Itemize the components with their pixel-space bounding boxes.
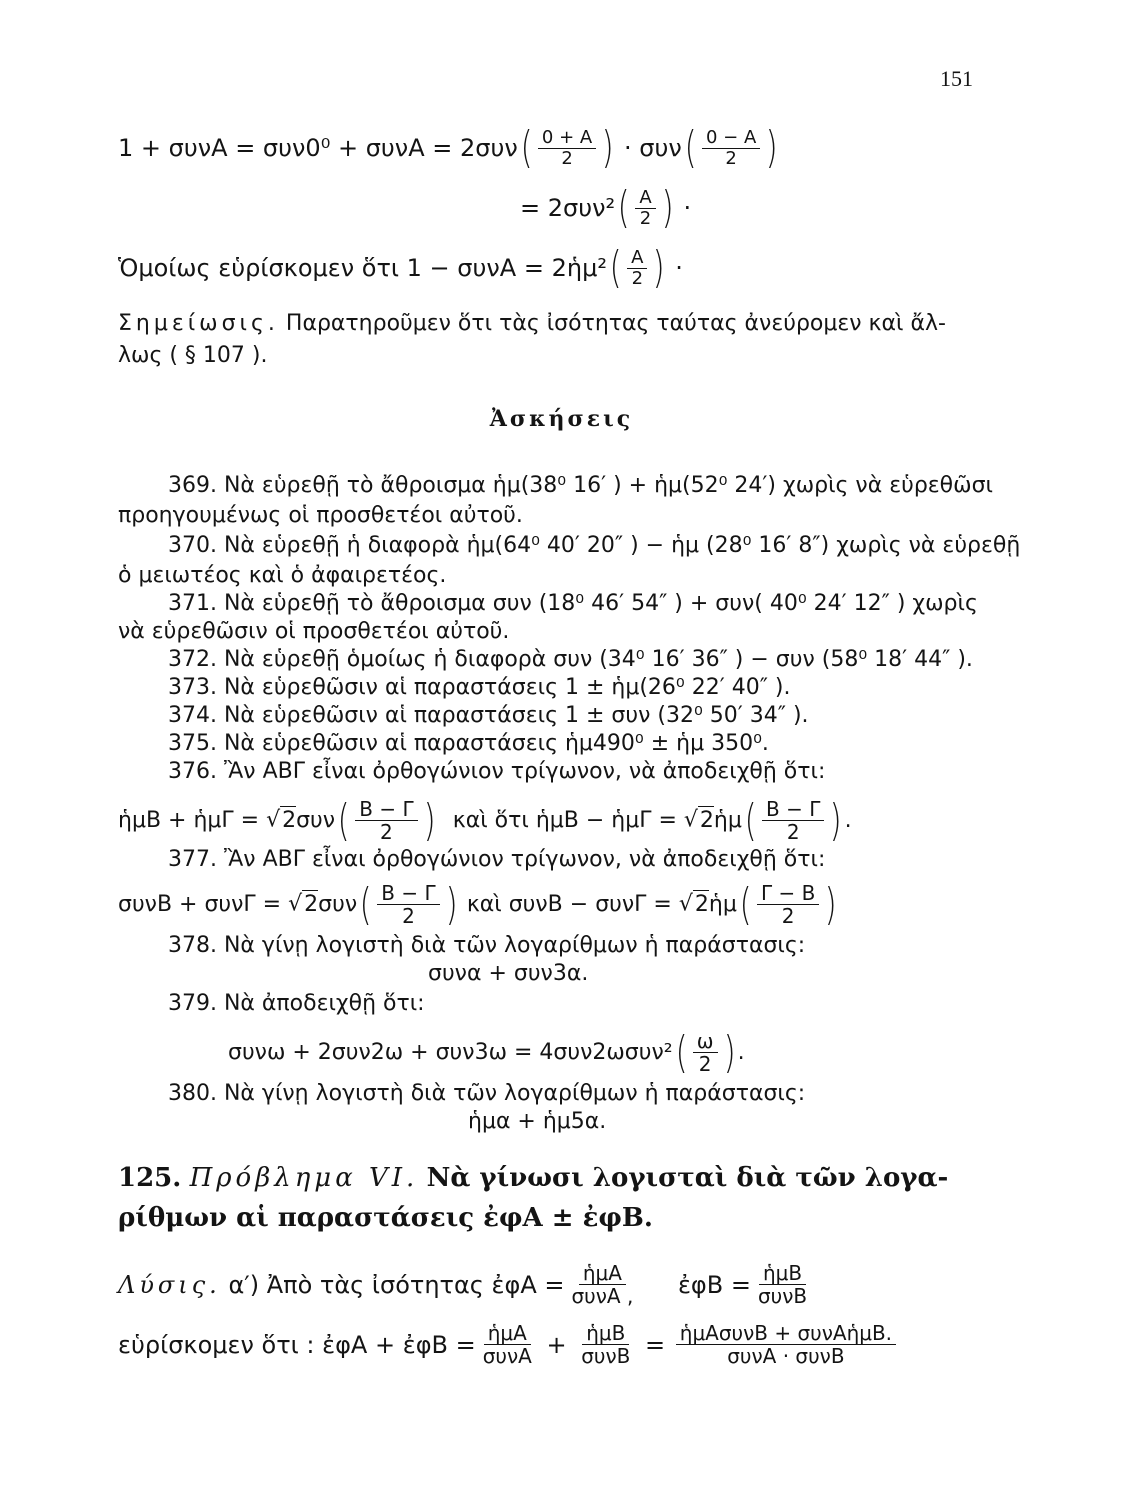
fraction	[702, 128, 760, 169]
exercise-372: 372. Νὰ εὑρεθῇ ὁμοίως ἡ διαφορὰ συν (34⁰ 16′ 36″ ) − συν (58⁰ 18′ 44″ ).	[168, 647, 973, 672]
sqrt-radicand: 2	[694, 892, 709, 917]
sqrt-symbol: √2	[288, 891, 319, 917]
paren-close: )	[445, 878, 458, 930]
fraction-numerator: 0 − A	[702, 128, 760, 149]
fraction-denominator: 2	[725, 147, 737, 169]
sqrt-symbol: √2	[683, 807, 714, 833]
exercise-369-line-1: 369. Νὰ εὑρεθῇ τὸ ἄθροισμα ἡμ(38⁰ 16′ ) + ἡμ(52⁰ 24′) χωρὶς νὰ εὑρεθῶσι	[168, 473, 993, 498]
solution-line-1	[118, 1262, 814, 1307]
fraction-numerator: ἡμA	[484, 1322, 531, 1345]
formula-part: συν	[296, 807, 336, 833]
exercise-375: 375. Νὰ εὑρεθῶσιν αἱ παραστάσεις ἡμ490⁰ ± ἡμ 350⁰.	[168, 731, 769, 756]
fraction	[538, 128, 596, 169]
fraction-numerator: B − Γ	[355, 798, 417, 821]
fraction-denominator: 2	[698, 1052, 712, 1076]
paren-open: (	[617, 182, 630, 233]
fraction	[693, 1030, 718, 1075]
paren-close: )	[423, 794, 436, 846]
formula-part: ἡμB + ἡμΓ =	[118, 807, 260, 833]
exercise-370-line-2: ὁ μειωτέος καὶ ὁ ἀφαιρετέος.	[118, 563, 447, 588]
fraction-denominator: συνA · συνB	[727, 1344, 845, 1368]
note-text-2: λως ( § 107 ).	[118, 343, 268, 368]
paren-open: (	[520, 122, 533, 173]
sqrt-radicand: 2	[282, 808, 297, 833]
fraction-denominator: συνB	[757, 1284, 808, 1308]
derivation-line-2-tail: ·	[683, 194, 692, 222]
derivation-line-1-lhs: 1 + συνA = συν0⁰ + συνA = 2συν	[118, 134, 518, 162]
fraction	[479, 1322, 536, 1367]
exercise-377: 377. Ἂν ΑΒΓ εἶναι ὀρθογώνιον τρίγωνον, νὰ ἀποδειχθῇ ὅτι:	[168, 847, 826, 872]
fraction-denominator: συνA	[482, 1344, 532, 1368]
paren-close: )	[829, 794, 842, 846]
paren-open: (	[337, 794, 350, 846]
paren-close: )	[601, 122, 614, 173]
fraction-denominator: 2	[781, 904, 795, 928]
solution-mid: ἐφB =	[677, 1270, 751, 1299]
fraction-numerator: ἡμB	[759, 1262, 806, 1285]
exercise-378: 378. Νὰ γίνῃ λογιστὴ διὰ τῶν λογαρίθμων ἡ παράστασις:	[168, 933, 806, 958]
derivation-line-2	[520, 182, 692, 233]
note-label: Σημείωσις.	[118, 311, 279, 336]
paren-open: (	[744, 794, 757, 846]
fraction	[577, 1322, 634, 1367]
derivation-line-3	[118, 242, 683, 293]
plus-sign: +	[546, 1330, 567, 1359]
exercise-371-line-1: 371. Νὰ εὑρεθῇ τὸ ἄθροισμα συν (18⁰ 46′ 54″ ) + συν( 40⁰ 24′ 12″ ) χωρὶς	[168, 591, 978, 616]
exercise-376-formula	[118, 794, 852, 846]
fraction-numerator: ἡμA	[579, 1262, 626, 1285]
solution-text: α′) Ἀπὸ τὰς ἰσότητας ἐφA =	[228, 1270, 565, 1299]
derivation-line-3-tail: ·	[675, 254, 683, 282]
paren-close: )	[824, 878, 837, 930]
paren-close: )	[661, 182, 674, 233]
sqrt-radicand: 2	[699, 808, 714, 833]
sqrt-symbol: √2	[678, 891, 709, 917]
fraction-denominator: 2	[402, 904, 415, 928]
paren-open: (	[739, 878, 752, 930]
paren-close: )	[765, 122, 778, 173]
fraction	[567, 1262, 637, 1307]
fraction-numerator: 0 + A	[538, 128, 596, 149]
fraction-denominator: 2	[786, 820, 800, 844]
page-number: 151	[940, 66, 973, 91]
fraction-denominator: 2	[639, 207, 652, 229]
exercise-376: 376. Ἂν ΑΒΓ εἶναι ὀρθογώνιον τρίγωνον, νὰ ἀποδειχθῇ ὅτι:	[168, 759, 826, 784]
paren-open: (	[684, 122, 697, 173]
exercise-370-line-1: 370. Νὰ εὑρεθῇ ἡ διαφορὰ ἡμ(64⁰ 40′ 20″ ) − ἡμ (28⁰ 16′ 8″) χωρὶς νὰ εὑρεθῇ	[168, 533, 1021, 558]
exercise-380-expression: ἡμα + ἡμ5α.	[468, 1109, 607, 1134]
fraction-denominator: συνA ,	[571, 1284, 634, 1308]
fraction	[377, 882, 439, 927]
fraction	[627, 248, 647, 289]
exercise-369-line-2: προηγουμένως οἱ προσθετέοι αὐτοῦ.	[118, 503, 523, 528]
problem-statement-2: ρίθμων αἱ παραστάσεις ἐφA ± ἐφB.	[118, 1203, 653, 1233]
exercise-380: 380. Νὰ γίνῃ λογιστὴ διὰ τῶν λογαρίθμων ἡ παράστασις:	[168, 1081, 806, 1106]
paren-open: (	[675, 1026, 688, 1078]
formula-part: συνω + 2συν2ω + συν3ω = 4συν2ωσυν²	[228, 1039, 673, 1065]
sqrt-radicand: 2	[304, 892, 319, 917]
formula-part: συν	[318, 891, 358, 917]
fraction-denominator: 2	[631, 267, 644, 289]
period: .	[844, 807, 852, 833]
note-line-2	[118, 342, 267, 370]
equals-sign: =	[645, 1330, 666, 1359]
exercises-heading: Ἀσκήσεις	[489, 406, 634, 432]
solution-label: Λύσις.	[118, 1270, 221, 1299]
formula-part: ἡμ	[708, 891, 737, 917]
paren-open: (	[359, 878, 372, 930]
formula-part: καὶ συνB − συνΓ =	[466, 891, 672, 917]
solution-line-2	[118, 1322, 899, 1367]
formula-part: καὶ ὅτι ἡμB − ἡμΓ =	[452, 807, 677, 833]
fraction	[676, 1322, 896, 1367]
note-text-1: Παρατηροῦμεν ὅτι τὰς ἰσότητας ταύτας ἀνεύρομεν καὶ ἄλ-	[285, 311, 946, 336]
fraction-numerator: ω	[693, 1030, 718, 1053]
exercise-371-line-2: νὰ εὑρεθῶσιν οἱ προσθετέοι αὐτοῦ.	[118, 619, 510, 644]
derivation-line-3-lhs: Ὁμοίως εὑρίσκομεν ὅτι 1 − συνA = 2ἡμ²	[118, 254, 607, 282]
fraction	[355, 798, 417, 843]
derivation-line-2-lhs: = 2συν²	[520, 194, 616, 222]
problem-number: 125.	[118, 1163, 182, 1193]
problem-title: Πρόβλημα VI.	[189, 1163, 419, 1193]
paren-close: )	[653, 242, 666, 293]
fraction-numerator: Γ − B	[757, 882, 819, 905]
period: .	[737, 1039, 745, 1065]
fraction	[757, 882, 819, 927]
fraction-denominator: 2	[561, 147, 573, 169]
problem-statement-1: Νὰ γίνωσι λογισταὶ διὰ τῶν λογα-	[426, 1163, 949, 1193]
fraction-numerator: B − Γ	[377, 882, 439, 905]
fraction-numerator: A	[635, 188, 655, 209]
fraction	[635, 188, 655, 229]
problem-line-2	[118, 1200, 978, 1236]
note-line-1	[118, 310, 946, 338]
paren-close: )	[723, 1026, 736, 1078]
fraction-numerator: ἡμB	[582, 1322, 629, 1345]
exercise-378-expression: συνα + συν3α.	[428, 961, 589, 986]
fraction-numerator: B − Γ	[762, 798, 824, 821]
exercise-374: 374. Νὰ εὑρεθῶσιν αἱ παραστάσεις 1 ± συν (32⁰ 50′ 34″ ).	[168, 703, 809, 728]
exercise-379: 379. Νὰ ἀποδειχθῇ ὅτι:	[168, 991, 425, 1016]
derivation-line-1-mid: · συν	[624, 134, 682, 162]
solution-line-2-text: εὑρίσκομεν ὅτι : ἐφA + ἐφB =	[118, 1330, 476, 1359]
formula-part: συνB + συνΓ =	[118, 891, 282, 917]
fraction-denominator: συνB	[581, 1344, 631, 1368]
fraction-denominator: 2	[380, 820, 393, 844]
exercise-373: 373. Νὰ εὑρεθῶσιν αἱ παραστάσεις 1 ± ἡμ(26⁰ 22′ 40″ ).	[168, 675, 791, 700]
formula-part: ἡμ	[713, 807, 742, 833]
problem-line-1	[118, 1160, 978, 1196]
derivation-line-1	[118, 122, 780, 173]
fraction	[754, 1262, 811, 1307]
exercise-379-formula	[228, 1026, 745, 1078]
fraction-numerator: A	[627, 248, 647, 269]
sqrt-symbol: √2	[266, 807, 297, 833]
exercise-377-formula	[118, 878, 840, 930]
paren-open: (	[609, 242, 622, 293]
fraction	[762, 798, 824, 843]
fraction-numerator: ἡμAσυνB + συνAἡμB.	[676, 1322, 896, 1345]
